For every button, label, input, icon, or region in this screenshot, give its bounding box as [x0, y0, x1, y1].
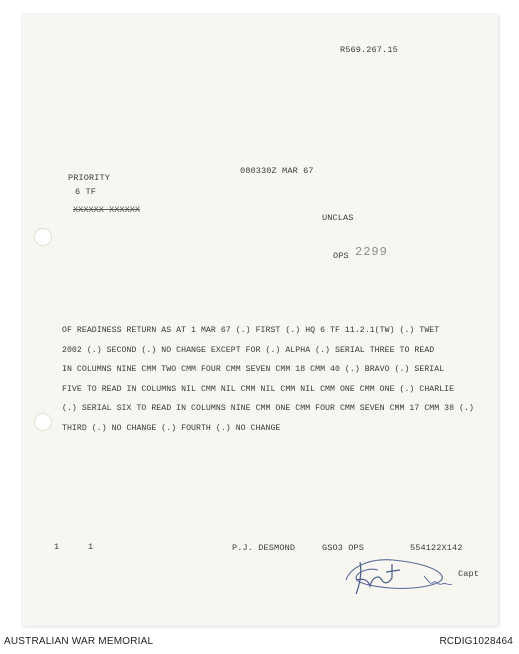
file-reference: R569.267.15 — [340, 45, 398, 55]
body-line: OF READINESS RETURN AS AT 1 MAR 67 (.) FIRST (.) HQ 6 TF 11.2.1(TW) (.) TWET — [62, 326, 440, 335]
punch-hole-top — [34, 228, 52, 246]
footer-source: AUSTRALIAN WAR MEMORIAL — [4, 636, 154, 647]
document-sheet — [22, 14, 498, 626]
page-number-right: 1 — [88, 542, 94, 552]
precedence: PRIORITY — [68, 173, 111, 183]
rank: Capt — [458, 569, 480, 579]
time-of-release: 554122X142 — [410, 543, 463, 553]
ops-label: OPS — [333, 251, 349, 261]
ops-number-stamp: 2299 — [355, 245, 388, 259]
body-line: 2002 (.) SECOND (.) NO CHANGE EXCEPT FOR (.) ALPHA (.) SERIAL THREE TO READ — [62, 346, 435, 355]
classification: UNCLAS — [322, 213, 354, 223]
body-line: FIVE TO READ IN COLUMNS NIL CMM NIL CMM NIL CMM NIL CMM ONE CMM ONE (.) CHARLIE — [62, 385, 455, 394]
originator-name: P.J. DESMOND — [232, 543, 296, 553]
punch-hole-bottom — [34, 413, 52, 431]
originator-office: GSO3 OPS — [322, 543, 365, 553]
date-time-group: 080330Z MAR 67 — [240, 166, 314, 176]
footer-id: RCDIG1028464 — [439, 636, 513, 647]
body-line: IN COLUMNS NINE CMM TWO CMM FOUR CMM SEVEN CMM 18 CMM 40 (.) BRAVO (.) SERIAL — [62, 365, 445, 374]
struck-out-line: XXXXXX XXXXXX — [73, 205, 141, 215]
signature — [338, 550, 468, 600]
addressee: 6 TF — [75, 187, 97, 197]
body-line: (.) SERIAL SIX TO READ IN COLUMNS NINE CMM ONE CMM FOUR CMM SEVEN CMM 17 CMM 38 (.) — [62, 404, 474, 413]
page-number-left: 1 — [54, 542, 60, 552]
body-line: THIRD (.) NO CHANGE (.) FOURTH (.) NO CHANGE — [62, 424, 281, 433]
